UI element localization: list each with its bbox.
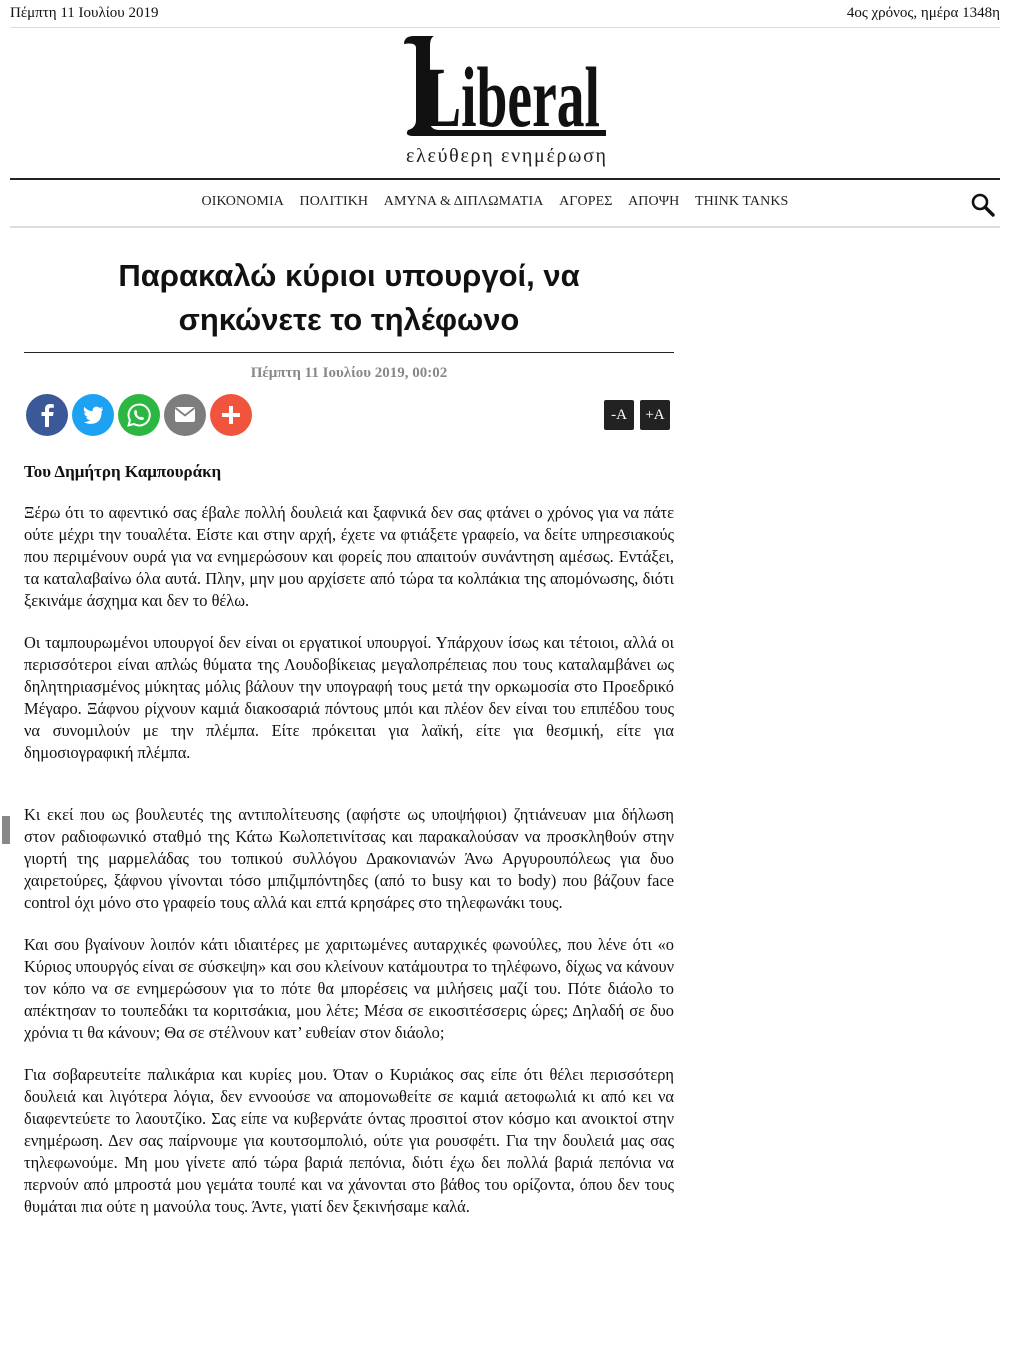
twitter-share-button[interactable] — [72, 394, 114, 436]
nav-menu — [10, 194, 980, 210]
article-paragraph: Κι εκεί που ως βουλευτές της αντιπολίτευσης (αφήστε ως υποψήφιοι) ζητιάνευαν μια δήλωση στον ραδιοφωνικό σταθμό της Κάτω Κωλοπετινίτσας και παρακαλούσαν να προσκληθούν στην γιορτή της μαρμελάδας του τοπικού συλλόγου Δρακονιανών Άνω Αργυρουπόλεως για δυο χαιρετούρες, ξάφνου γίνονται τόσο μπιζιμπόντηδες (από το busy και το body) που βάζουν face control όχι μόνο στο γραφείο τους αλλά και επτά κρησάρες στο τηλεφωνάκι τους. — [24, 805, 674, 912]
main-navigation — [10, 178, 1000, 228]
current-date: Πέμπτη 11 Ιουλίου 2019 — [10, 5, 159, 21]
twitter-icon — [72, 394, 114, 436]
nav-item-defense-diplomacy[interactable]: ΑΜΥΝΑ & ΔΙΠΛΩΜΑΤΙΑ — [383, 194, 544, 209]
article-paragraph: Ξέρω ότι το αφεντικό σας έβαλε πολλή δουλειά και ξαφνικά δεν σας φτάνει ο χρόνος για να πάτε ούτε μέχρι την τουαλέτα. Είστε και στην αρχή, έχετε να φτιάξετε γραφείο, να δείτε υπηρεσιακούς που περιμένουν ουρά για να ενημερώσουν και φορείς που απαιτούν συνάντηση αμέσως. Εντάξει, τα καταλαβαίνω όλα αυτά. Πλην, μην μου αρχίσετε από τώρα τα κολπάκια της απομόνωσης, διότι ξεκινάμε άσχημα και δεν το θέλω. — [24, 503, 674, 610]
article-title-line-2: σηκώνετε το τηλέφωνο — [178, 302, 520, 337]
whatsapp-share-button[interactable] — [118, 394, 160, 436]
share-bar — [24, 394, 674, 436]
whatsapp-icon — [118, 394, 160, 436]
top-bar — [10, 0, 1000, 28]
logo-wordmark: Liberal — [424, 49, 600, 145]
article-title-line-1: Παρακαλώ κύριοι υπουργοί, να — [118, 258, 580, 293]
increase-font-button[interactable]: +A — [640, 400, 670, 430]
facebook-icon — [26, 394, 68, 436]
nav-item-think-tanks[interactable]: THINK TANKS — [694, 194, 789, 209]
plus-icon — [210, 394, 252, 436]
article-title — [24, 254, 674, 353]
decrease-font-button[interactable]: -A — [604, 400, 634, 430]
nav-item-opinion[interactable]: ΑΠΟΨΗ — [628, 194, 680, 209]
publish-date: Πέμπτη 11 Ιουλίου 2019, 00:02 — [250, 365, 448, 381]
article-paragraph: Για σοβαρευτείτε παλικάρια και κυρίες μου. Όταν ο Κυριάκος σας είπε ότι θέλει περισσότερη δουλειά και λιγότερα λόγια, δεν εννοούσε να απομονωθείτε σε καμιά αετοφωλιά κι από κει να διαφεντεύετε το λαουτζίκο. Σας είπε να κυβερνάτε όντας προσιτοί στον κόσμο και ανοικτοί στην ενημέρωση. Δεν σας παίρνουμε για κουτσομπολιό, ούτε για ρουσφέτι. Για την δουλειά μας σας τηλεφωνούμε. Μη μου γίνετε από τώρα βαριά πεπόνια, διότι έχω δει πολλά βαριά πεπόνια να περνούν από μπροστά μου γεμάτα τουπέ και να χάνονται στο βάθος του ορίζοντα, όπου δεν τους θυμάται πια ούτε η μανούλα τους. Άντε, γιατί δεν ξεκινήσαμε καλά. — [24, 1065, 674, 1216]
article — [24, 254, 674, 1218]
nav-item-politics[interactable]: ΠΟΛΙΤΙΚΗ — [299, 194, 369, 209]
nav-item-markets[interactable]: ΑΓΟΡΕΣ — [559, 194, 613, 209]
logo-tagline: ελεύθερη ενημέρωση — [406, 145, 606, 167]
article-paragraph: Οι ταμπουρωμένοι υπουργοί δεν είναι οι εργατικοί υπουργοί. Υπάρχουν ίσως και τέτοιοι, αλλά οι περισσότεροι είναι απλώς θύματα της Λουδοβίκειας μεγαλοπρέπειας που τους καταλαμβάνει ως δηλητηριασμένος μύκητας μόλις βάλουν την υπογραφή τους μετά την ορκωμοσία στο Προεδρικό Μέγαρο. Ξάφνου ρίχνουν καμιά διακοσαριά πόντους μπόι και πλέον δεν είναι του επιπέδου τους να συνομιλούν με την πλέμπα. Είτε πρόκειται για λαϊκή, είτε για θεσμική, είτε για δημοσιογραφική πλέμπα. — [24, 633, 674, 762]
side-scroll-marker[interactable] — [2, 816, 10, 844]
edition-info: 4ος χρόνος, ημέρα 1348η — [846, 5, 1000, 21]
facebook-share-button[interactable] — [26, 394, 68, 436]
nav-item-economy[interactable]: ΟΙΚΟΝΟΜΙΑ — [201, 194, 284, 209]
masthead — [0, 28, 1018, 178]
email-share-button[interactable] — [164, 394, 206, 436]
more-share-button[interactable] — [210, 394, 252, 436]
article-author: Του Δημήτρη Καμπουράκη — [24, 462, 222, 481]
liberal-logo[interactable] — [400, 34, 612, 174]
email-icon — [164, 394, 206, 436]
article-paragraph: Και σου βγαίνουν λοιπόν κάτι ιδιαιτέρες με χαριτωμένες αυταρχικές φωνούλες, που λένε ότι «ο Κύριος υπουργός είναι σε σύσκεψη» και σου κλείνουν κατάμουτρα το τηλέφωνο, δίχως να κάνουν τον κόπο να σε ενημερώσουν για το πότε θα μπορέσεις να μιλήσεις μαζί του. Πότε διάολο το απέκτησαν το τουπεδάκι τα κοριτσάκια, μου λέτε; Μέσα σε εικοσιτέσσερις ώρες; Δηλαδή σε δυο χρόνια τι θα κάνουν; Θα σε στέλνουν κατ’ ευθείαν στον διάολο; — [24, 935, 674, 1042]
search-icon[interactable] — [970, 192, 996, 218]
